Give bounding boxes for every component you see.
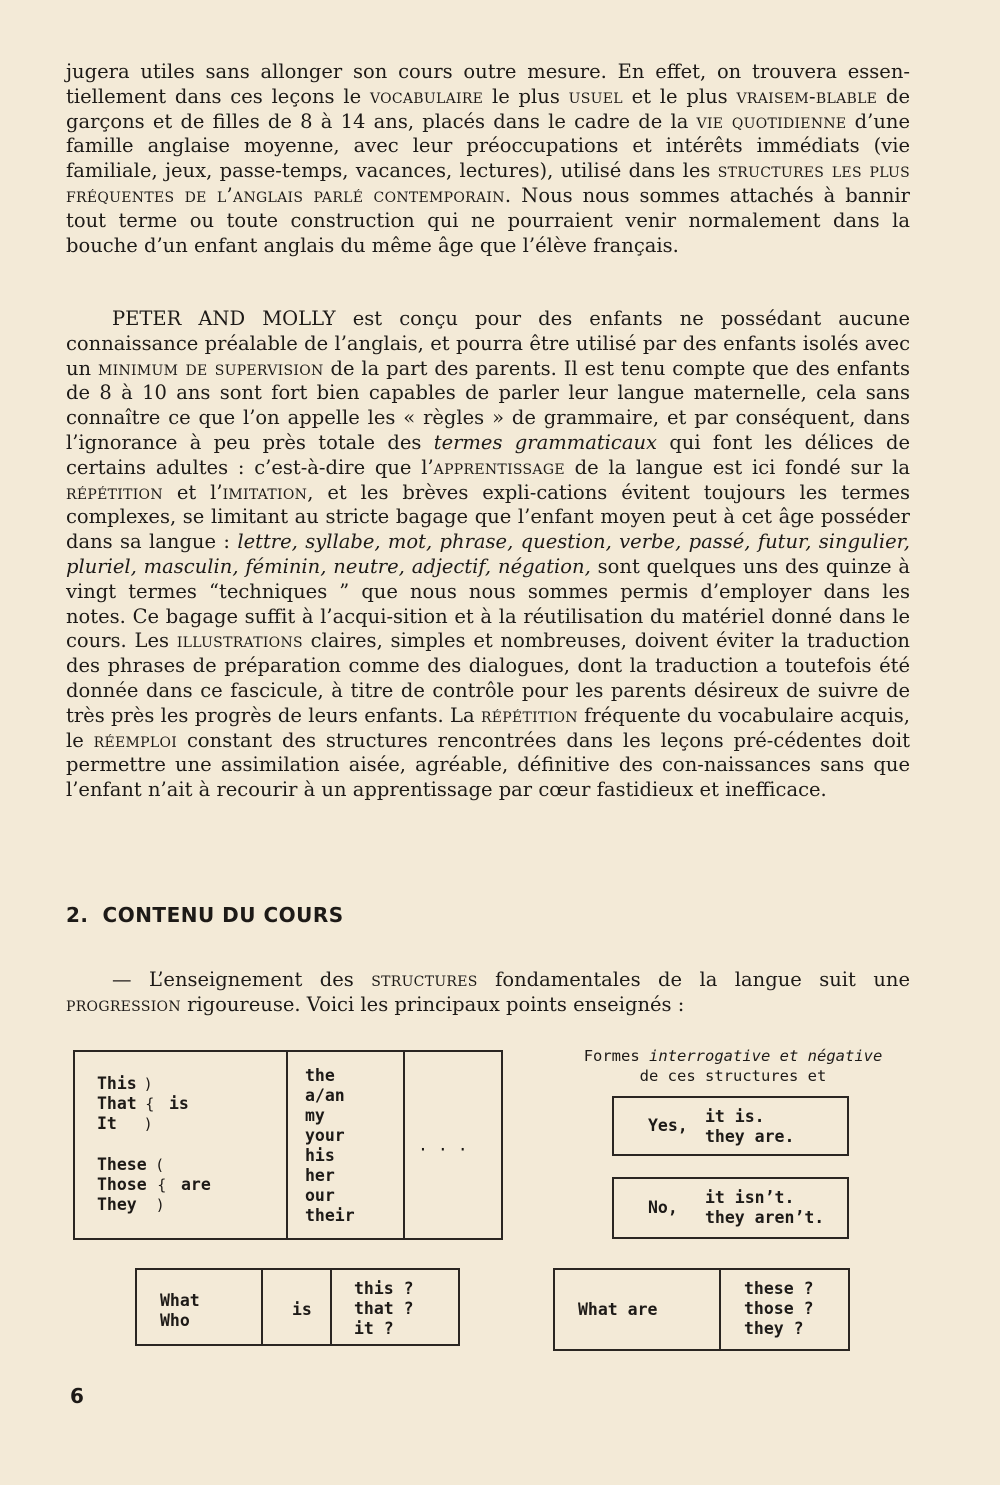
page-number: 6 (70, 1384, 84, 1408)
table-what-is (135, 1268, 460, 1346)
determiners-list: the a/an my your his her our their (305, 1066, 355, 1225)
paragraph-structures: — L’enseignement des structures fondamentales de la langue suit une progression rigoureuse. Voici les principaux points enseignés : (66, 968, 910, 1016)
table-divider (403, 1052, 405, 1238)
brace-plural: ( { ) (157, 1156, 167, 1214)
paragraph-method: PETER AND MOLLY est conçu pour des enfants ne possédant aucune connaissance préalable de l’anglais, et pourra être utilisé par des enfants isolés avec un minimum de supervision de la part des parents. Il est tenu compte que des enfants de 8 à 10 ans sont fort bien capables de parler leur langue maternelle, cela sans connaître ce que l’on appelle les « règles » de grammaire, et par conséquent, dans l’ignorance à peu près totale des termes grammaticaux qui font les délices de certains adultes : c’est-à-dire que l’apprentissage de la langue est ici fondé sur la répétition et l’imitation, et les brèves expli-cations évitent toujours les termes complexes, se limitant au stricte bagage que l’enfant moyen peut à cet âge posséder dans sa langue : lettre, syllabe, mot, phrase, question, verbe, passé, futur, singulier, pluriel, masculin, féminin, neutre, adjectif, négation, sont quelques uns des quinze à vingt termes “techniques ” que nous nous sommes permis d’employer dans les notes. Ce bagage suffit à l’acqui-sition et à la réutilisation du matériel donné dans le cours. Les illustrations claires, simples et nombreuses, doivent éviter la traduction des phrases de préparation comme des dialogues, dont la traduction a toutefois été donnée dans ce fascicule, à titre de contrôle pour les parents désireux de suivre de très près les progrès de leurs enfants. La répétition fréquente du vocabulaire acquis, le réemploi constant des structures rencontrées dans les leçons pré-cédentes doit permettre une assimilation aisée, agréable, définitive des con-naissances sans que l’enfant n’ait à recourir à un apprentissage par cœur fastidieux et inefficace. (66, 307, 911, 802)
table-divider (286, 1052, 288, 1238)
table-divider (719, 1270, 721, 1349)
question-words: What Who (160, 1291, 200, 1330)
table-divider (261, 1270, 263, 1344)
brace-singular: ) { ) (145, 1075, 155, 1133)
question-objects: this ? that ? it ? (354, 1279, 414, 1338)
ellipsis: · · · (418, 1140, 468, 1159)
verb-are: are (181, 1175, 211, 1194)
table-divider (330, 1270, 332, 1344)
subjects-plural: These Those They (97, 1155, 147, 1214)
question-what-are: What are (578, 1300, 658, 1319)
forms-note: Formes interrogative et négative de ces structures et (583, 1047, 883, 1085)
table-no (612, 1177, 849, 1239)
section-heading: 2. CONTENU DU COURS (66, 903, 344, 927)
subjects-singular: This That It (97, 1074, 137, 1133)
yes-answers: it is. they are. (705, 1107, 795, 1146)
verb-is: is (169, 1094, 189, 1113)
table-what-are (553, 1268, 850, 1351)
paragraph-vocabulary: jugera utiles sans allonger son cours outre mesure. En effet, on trouvera essen-tiellement dans ces leçons le vocabulaire le plus usuel et le plus vraisem-blable de garçons et de filles de 8 à 14 ans, placés dans le cadre de la vie quotidienne d’une famille anglaise moyenne, avec leur préoccupations et intérêts immédiats (vie familiale, jeux, passe-temps, vacances, lectures), utilisé dans les structures les plus fréquentes de l’anglais parlé contemporain. Nous nous sommes attachés à bannir tout terme ou toute construction qui ne pourraient venir normalement dans la bouche d’un enfant anglais du même âge que l’élève français. (66, 60, 911, 257)
no-answers: it isn’t. they aren’t. (705, 1188, 825, 1227)
verb-is: is (292, 1300, 312, 1319)
yes-word: Yes, (648, 1116, 688, 1135)
table-this-is (73, 1050, 503, 1240)
no-word: No, (648, 1198, 678, 1217)
question-objects: these ? those ? they ? (744, 1279, 814, 1338)
table-yes (612, 1096, 849, 1156)
